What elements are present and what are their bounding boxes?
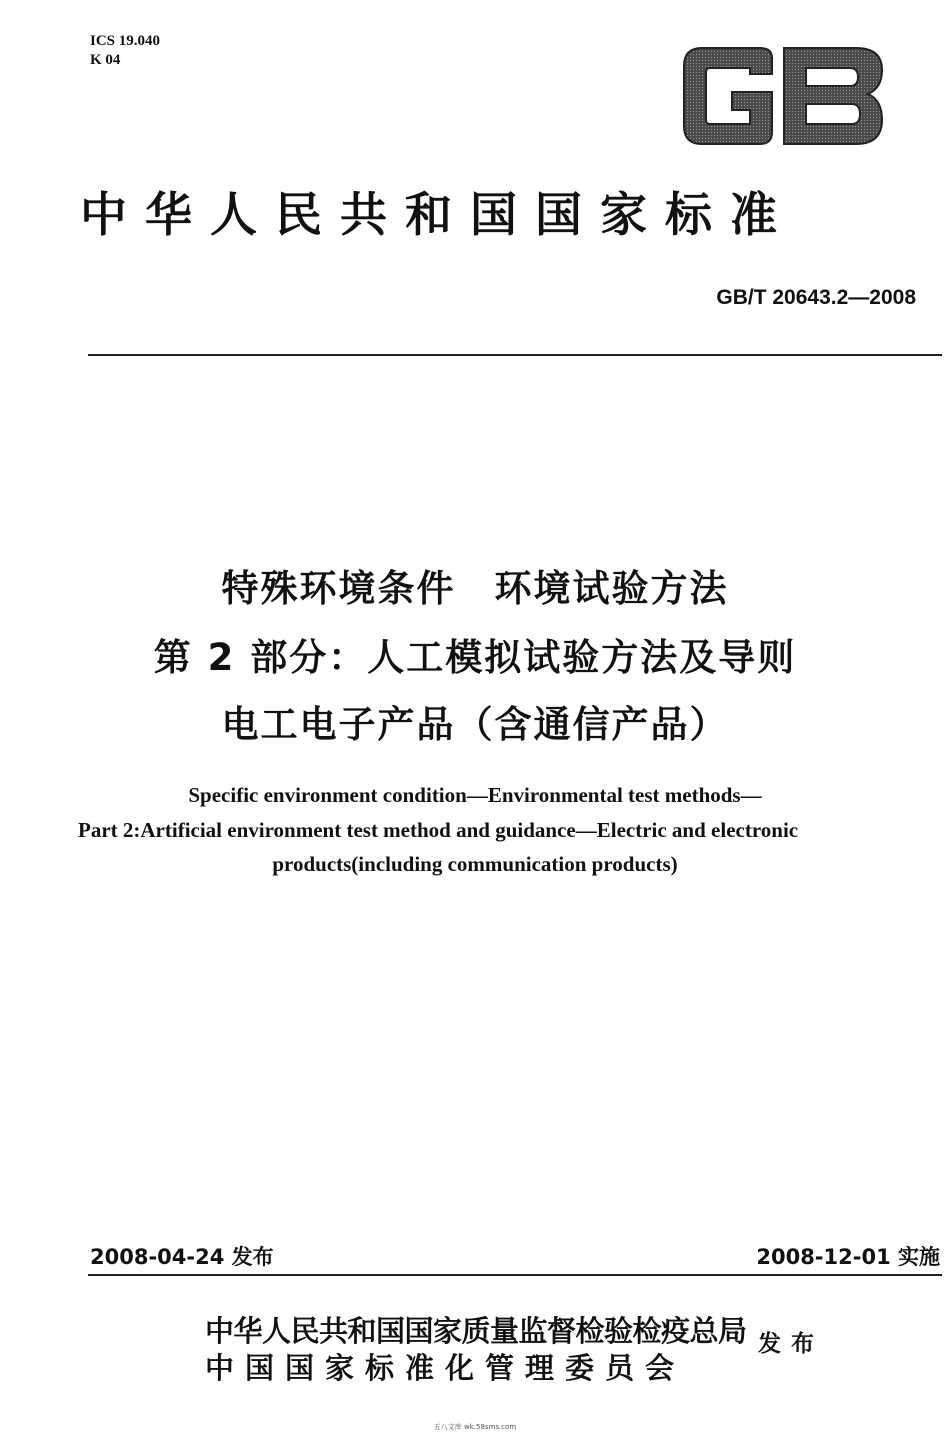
title-en-line3: products(including communication products): [272, 852, 678, 876]
publisher-line1: 中华人民共和国国家质量监督检验检疫总局: [205, 1314, 747, 1348]
header-divider: [88, 354, 942, 356]
title-cn-line3: 电工电子产品（含通信产品）: [221, 703, 729, 746]
footer-watermark: 五八文库 wk.58sms.com: [433, 1423, 517, 1431]
classification-block: [90, 32, 160, 70]
title-en-line2: Part 2:Artificial environment test method and guidance—Electric and electronic: [78, 818, 799, 842]
issue-label: 发布: [758, 1331, 824, 1357]
national-standard-heading: 中华人民共和国国家标准: [80, 188, 795, 243]
standard-number: GB/T 20643.2—2008: [716, 286, 916, 309]
title-cn-line1: 特殊环境条件 环境试验方法: [221, 567, 729, 610]
release-date: 2008-04-24 发布: [90, 1245, 274, 1269]
title-cn-line2: 第 2 部分：人工模拟试验方法及导则: [153, 636, 797, 679]
ccs-code: K 04: [90, 52, 121, 68]
publisher-line2: 中国国家标准化管理委员会: [205, 1351, 686, 1385]
ics-code: ICS 19.040: [90, 33, 161, 49]
gb-logo: [680, 44, 886, 148]
footer-divider: [88, 1274, 942, 1276]
title-en-line1: Specific environment condition—Environmental test methods—: [188, 783, 762, 807]
implementation-date: 2008-12-01 实施: [756, 1245, 940, 1269]
